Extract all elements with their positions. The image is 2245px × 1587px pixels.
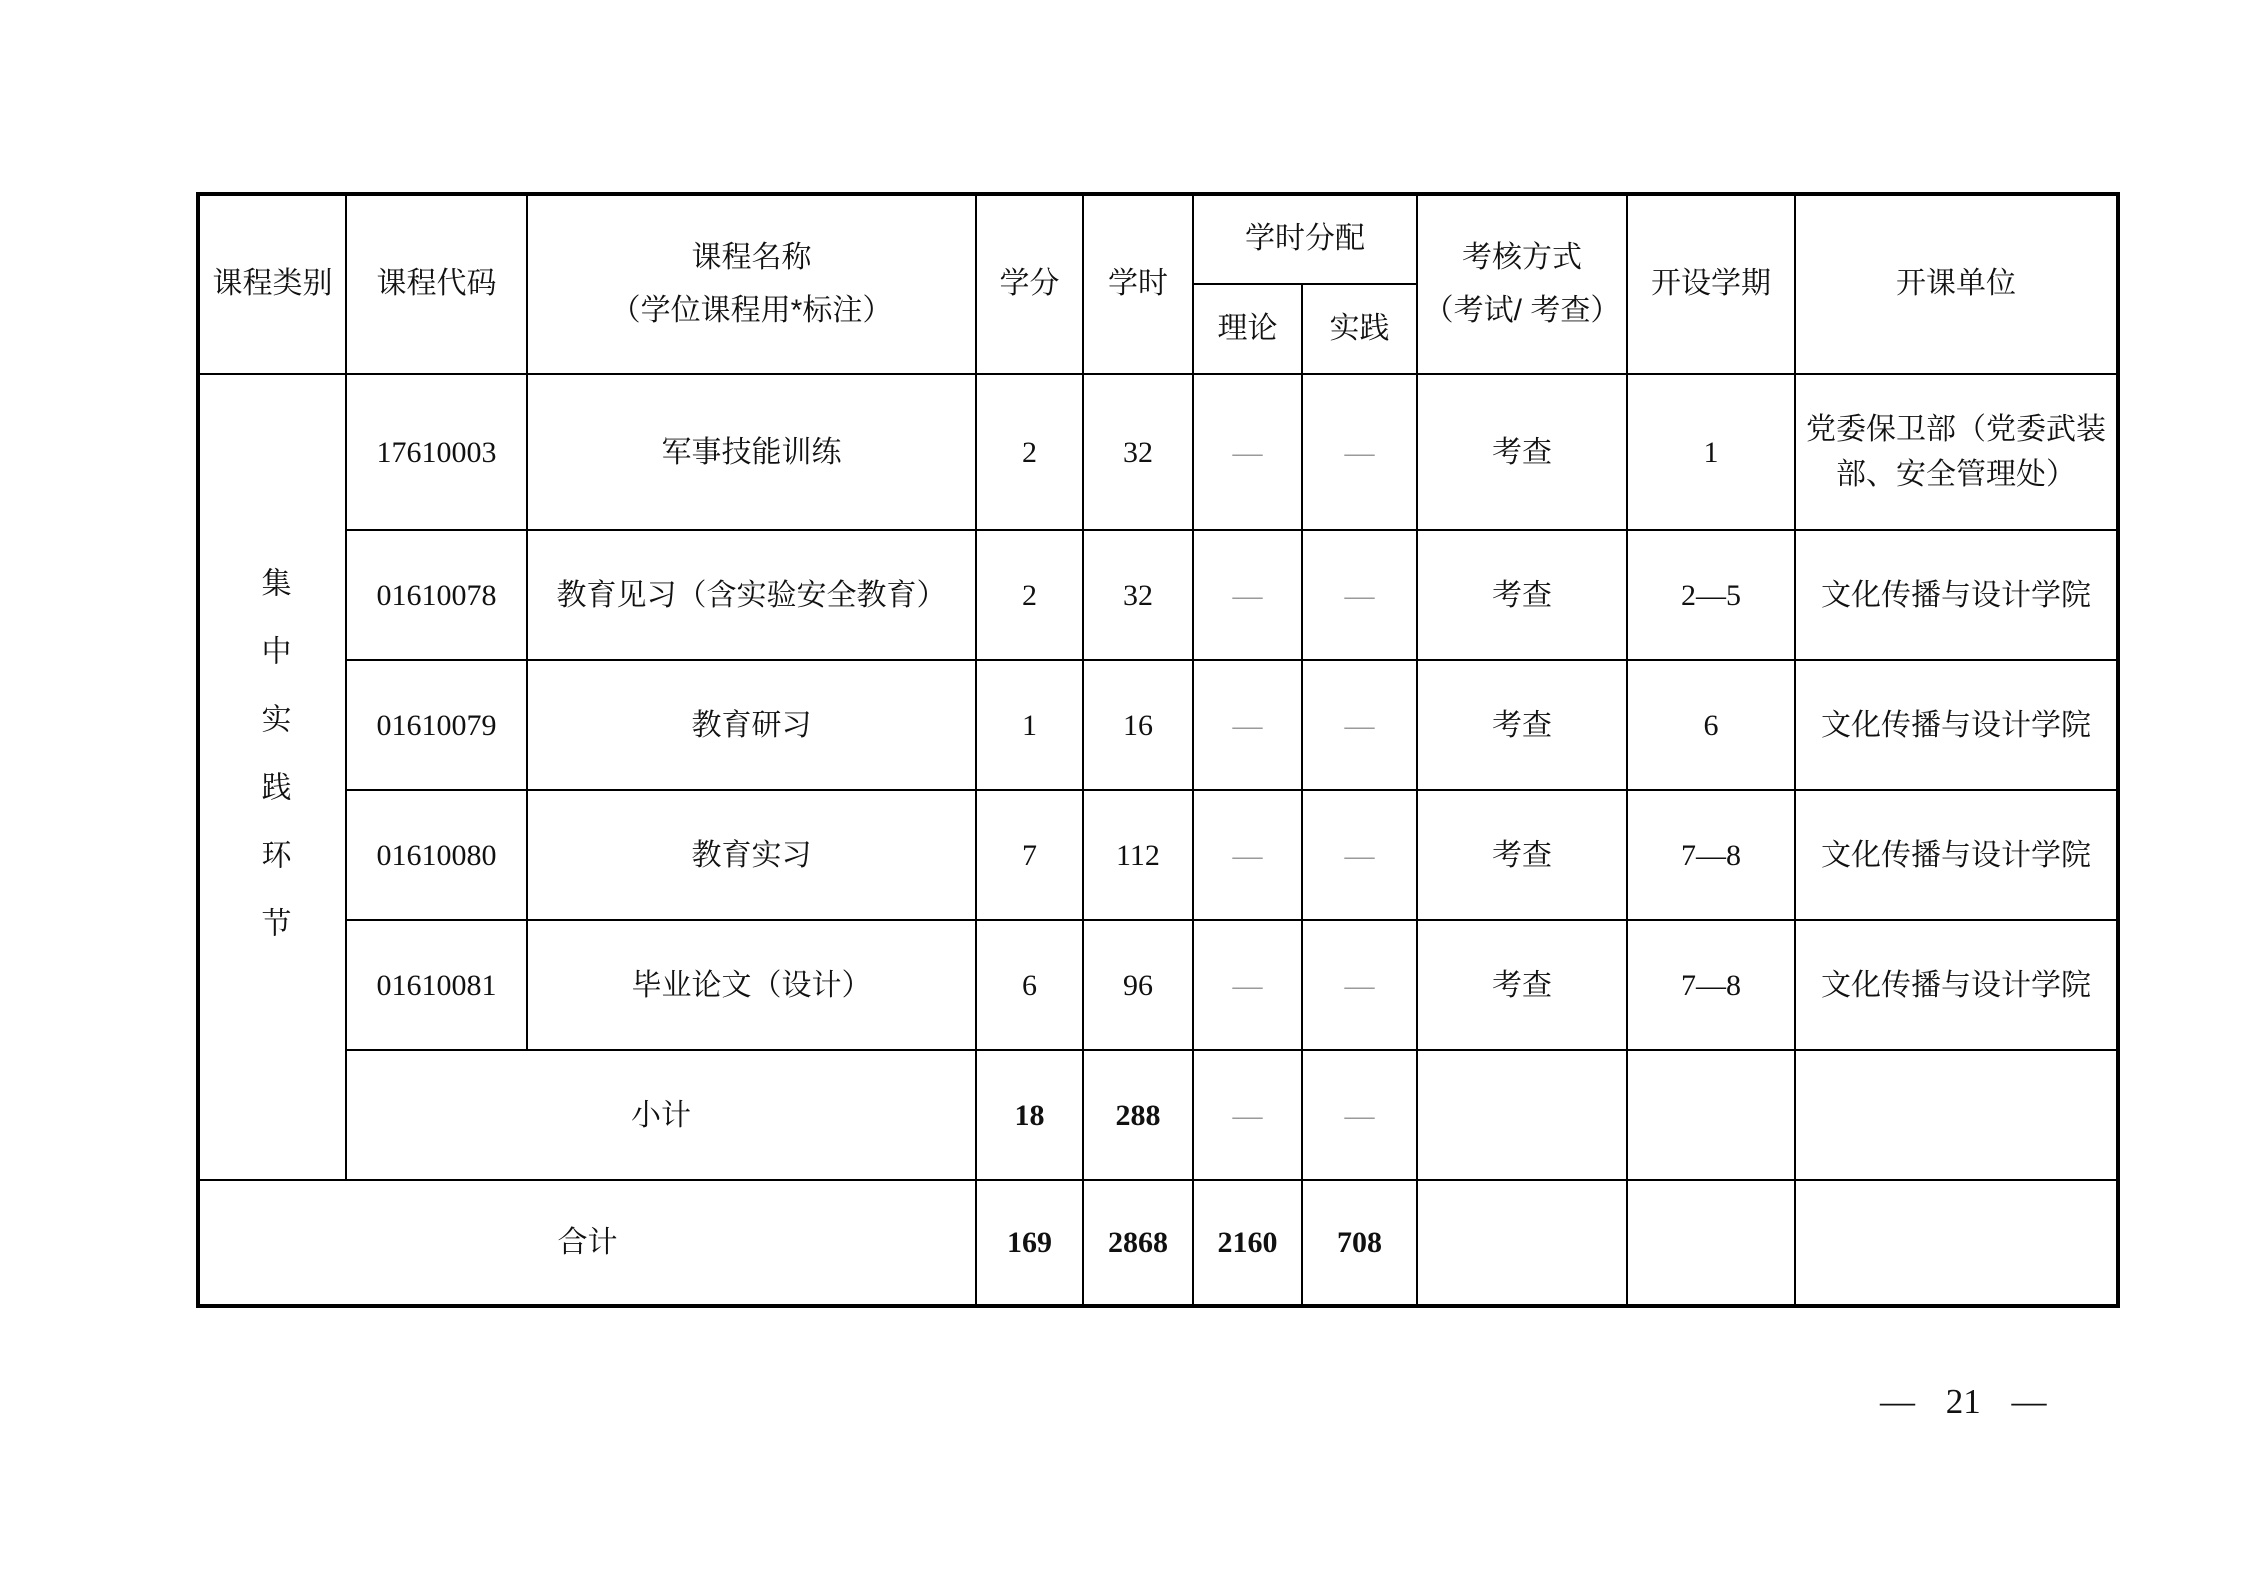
cell-credits: 1 <box>976 660 1083 790</box>
total-practice: 708 <box>1302 1180 1417 1306</box>
table-row-course-4 <box>198 920 2118 1050</box>
header-course-name-line2: （学位课程用*标注） <box>610 293 893 327</box>
cell-assessment: 考查 <box>1417 374 1627 530</box>
cell-hours: 32 <box>1083 530 1193 660</box>
total-label-cell: 合计 <box>198 1180 976 1306</box>
header-row-1 <box>198 194 2118 284</box>
cell-semester: 7—8 <box>1627 920 1795 1050</box>
cell-practice: — <box>1302 660 1417 790</box>
header-assessment-line1: 考核方式 <box>1462 241 1582 274</box>
cell-hours: 32 <box>1083 374 1193 530</box>
total-assessment-empty <box>1417 1180 1627 1306</box>
header-cell-category: 课程类别 <box>198 194 346 374</box>
cell-code: 01610080 <box>346 790 527 920</box>
cell-hours: 96 <box>1083 920 1193 1050</box>
category-vertical-label: 集中实践环节 <box>256 566 290 975</box>
header-cell-code: 课程代码 <box>346 194 527 374</box>
cell-name: 教育研习 <box>527 660 976 790</box>
cell-unit: 文化传播与设计学院 <box>1795 660 2118 790</box>
cell-practice: — <box>1302 790 1417 920</box>
table-row-subtotal <box>198 1050 2118 1180</box>
subtotal-hours: 288 <box>1083 1050 1193 1180</box>
cell-unit: 文化传播与设计学院 <box>1795 790 2118 920</box>
total-unit-empty <box>1795 1180 2118 1306</box>
curriculum-table <box>196 192 2120 1308</box>
cell-hours: 16 <box>1083 660 1193 790</box>
subtotal-theory: — <box>1193 1050 1302 1180</box>
header-cell-hours-allocation: 学时分配 <box>1193 194 1417 284</box>
cell-code: 01610081 <box>346 920 527 1050</box>
cell-theory: — <box>1193 920 1302 1050</box>
cell-code: 01610078 <box>346 530 527 660</box>
total-semester-empty <box>1627 1180 1795 1306</box>
header-cell-practice: 实践 <box>1302 284 1417 374</box>
subtotal-credits: 18 <box>976 1050 1083 1180</box>
table-row-total <box>198 1180 2118 1306</box>
subtotal-unit-empty <box>1795 1050 2118 1180</box>
cell-name: 毕业论文（设计） <box>527 920 976 1050</box>
subtotal-semester-empty <box>1627 1050 1795 1180</box>
header-cell-credits: 学分 <box>976 194 1083 374</box>
cell-code: 01610079 <box>346 660 527 790</box>
cell-practice: — <box>1302 920 1417 1050</box>
header-cell-unit: 开课单位 <box>1795 194 2118 374</box>
header-cell-semester: 开设学期 <box>1627 194 1795 374</box>
total-credits: 169 <box>976 1180 1083 1306</box>
cell-semester: 6 <box>1627 660 1795 790</box>
subtotal-label-cell: 小计 <box>346 1050 976 1180</box>
header-cell-theory: 理论 <box>1193 284 1302 374</box>
header-assessment-line2: （考试/ 考查） <box>1423 293 1621 327</box>
header-course-name-line1: 课程名称 <box>691 241 812 274</box>
cell-code: 17610003 <box>346 374 527 530</box>
cell-assessment: 考查 <box>1417 660 1627 790</box>
cell-semester: 2—5 <box>1627 530 1795 660</box>
cell-name: 教育实习 <box>527 790 976 920</box>
table-row-course-3 <box>198 790 2118 920</box>
cell-practice: — <box>1302 530 1417 660</box>
cell-theory: — <box>1193 790 1302 920</box>
cell-credits: 7 <box>976 790 1083 920</box>
total-theory: 2160 <box>1193 1180 1302 1306</box>
cell-unit: 文化传播与设计学院 <box>1795 920 2118 1050</box>
cell-theory: — <box>1193 660 1302 790</box>
cell-credits: 6 <box>976 920 1083 1050</box>
header-cell-hours: 学时 <box>1083 194 1193 374</box>
subtotal-practice: — <box>1302 1050 1417 1180</box>
cell-theory: — <box>1193 374 1302 530</box>
cell-semester: 1 <box>1627 374 1795 530</box>
cell-assessment: 考查 <box>1417 790 1627 920</box>
total-hours: 2868 <box>1083 1180 1193 1306</box>
cell-name: 军事技能训练 <box>527 374 976 530</box>
cell-hours: 112 <box>1083 790 1193 920</box>
cell-assessment: 考查 <box>1417 530 1627 660</box>
cell-credits: 2 <box>976 374 1083 530</box>
subtotal-assessment-empty <box>1417 1050 1627 1180</box>
page-number: — 21 — <box>1880 1382 2047 1421</box>
cell-practice: — <box>1302 374 1417 530</box>
cell-category-group <box>198 374 346 1180</box>
table-row-course-1 <box>198 530 2118 660</box>
cell-semester: 7—8 <box>1627 790 1795 920</box>
cell-theory: — <box>1193 530 1302 660</box>
cell-assessment: 考查 <box>1417 920 1627 1050</box>
table-row-course-2 <box>198 660 2118 790</box>
cell-unit: 文化传播与设计学院 <box>1795 530 2118 660</box>
cell-name: 教育见习（含实验安全教育） <box>527 530 976 660</box>
cell-credits: 2 <box>976 530 1083 660</box>
table-row-course-0 <box>198 374 2118 530</box>
cell-unit: 党委保卫部（党委武装部、安全管理处） <box>1795 374 2118 530</box>
header-cell-assessment <box>1417 194 1627 374</box>
header-cell-course-name <box>527 194 976 374</box>
